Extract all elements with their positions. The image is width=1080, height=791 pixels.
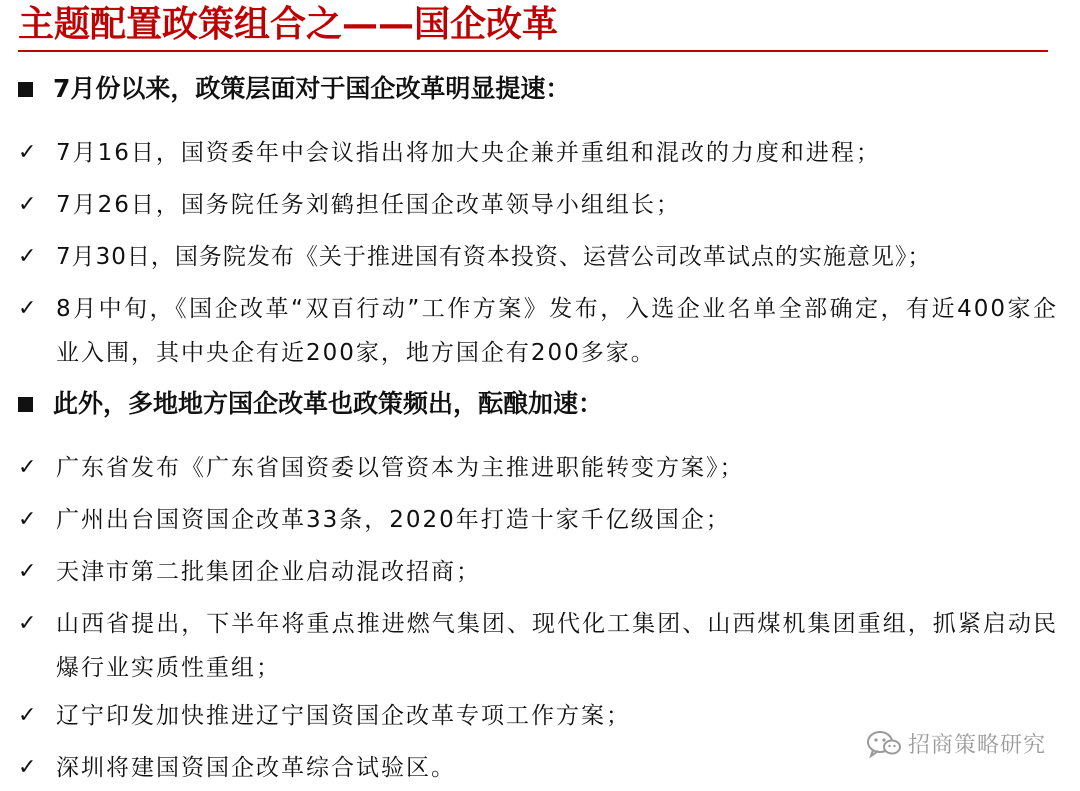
checkmark-icon: ✓ (18, 755, 37, 780)
list-item-text: 7月16日，国资委年中会议指出将加大央企兼并重组和混改的力度和进程； (56, 140, 881, 166)
checkmark-icon: ✓ (18, 192, 37, 217)
list-item-text: 天津市第二批集团企业启动混改招商； (56, 559, 481, 585)
list-item (18, 235, 1058, 279)
checkmark-icon: ✓ (18, 611, 37, 636)
list-item (18, 550, 1058, 594)
list-item (18, 287, 1058, 375)
list-item-text: 辽宁印发加快推进辽宁国资国企改革专项工作方案； (56, 703, 631, 729)
list-item (18, 446, 1058, 490)
list-item (18, 183, 1058, 227)
list-item-text: 广州出台国资国企改革33条，2020年打造十家千亿级国企； (56, 507, 731, 533)
checkmark-icon: ✓ (18, 140, 37, 165)
checkmark-icon: ✓ (18, 455, 37, 480)
wechat-icon (866, 730, 902, 758)
watermark (866, 728, 1046, 759)
list-item-text: 8月中旬，《国企改革“双百行动”工作方案》发布，入选企业名单全部确定，有近400家企业入围，其中央企有近200家，地方国企有200多家。 (56, 296, 1058, 366)
square-bullet-icon (18, 397, 33, 412)
list-item-text: 深圳将建国资国企改革综合试验区。 (56, 755, 456, 781)
section-heading-local-reforms (18, 387, 603, 421)
checkmark-icon: ✓ (18, 244, 37, 269)
list-item-text: 7月26日，国务院任务刘鹤担任国企改革领导小组组长； (56, 192, 681, 218)
checkmark-icon: ✓ (18, 507, 37, 532)
list-item-text: 广东省发布《广东省国资委以管资本为主推进职能转变方案》； (56, 455, 745, 481)
checkmark-icon: ✓ (18, 559, 37, 584)
checkmark-icon: ✓ (18, 296, 37, 321)
square-bullet-icon (18, 82, 33, 97)
checkmark-icon: ✓ (18, 703, 37, 728)
section-heading-text: 7月份以来，政策层面对于国企改革明显提速： (53, 74, 571, 103)
section-heading-text: 此外，多地地方国企改革也政策频出，酝酿加速： (53, 389, 604, 418)
page-title: 主题配置政策组合之——国企改革 (18, 3, 559, 45)
list-item-text: 山西省提出，下半年将重点推进燃气集团、现代化工集团、山西煤机集团重组，抓紧启动民爆行业实质性重组； (56, 611, 1058, 681)
watermark-text: 招商策略研究 (907, 733, 1046, 758)
list-item (18, 131, 1058, 175)
list-item (18, 602, 1058, 690)
list-item-text: 7月30日，国务院发布《关于推进国有资本投资、运营公司改革试点的实施意见》； (56, 244, 932, 270)
title-divider (18, 50, 1048, 52)
list-item (18, 498, 1058, 542)
section-heading-policy-acceleration (18, 72, 570, 106)
